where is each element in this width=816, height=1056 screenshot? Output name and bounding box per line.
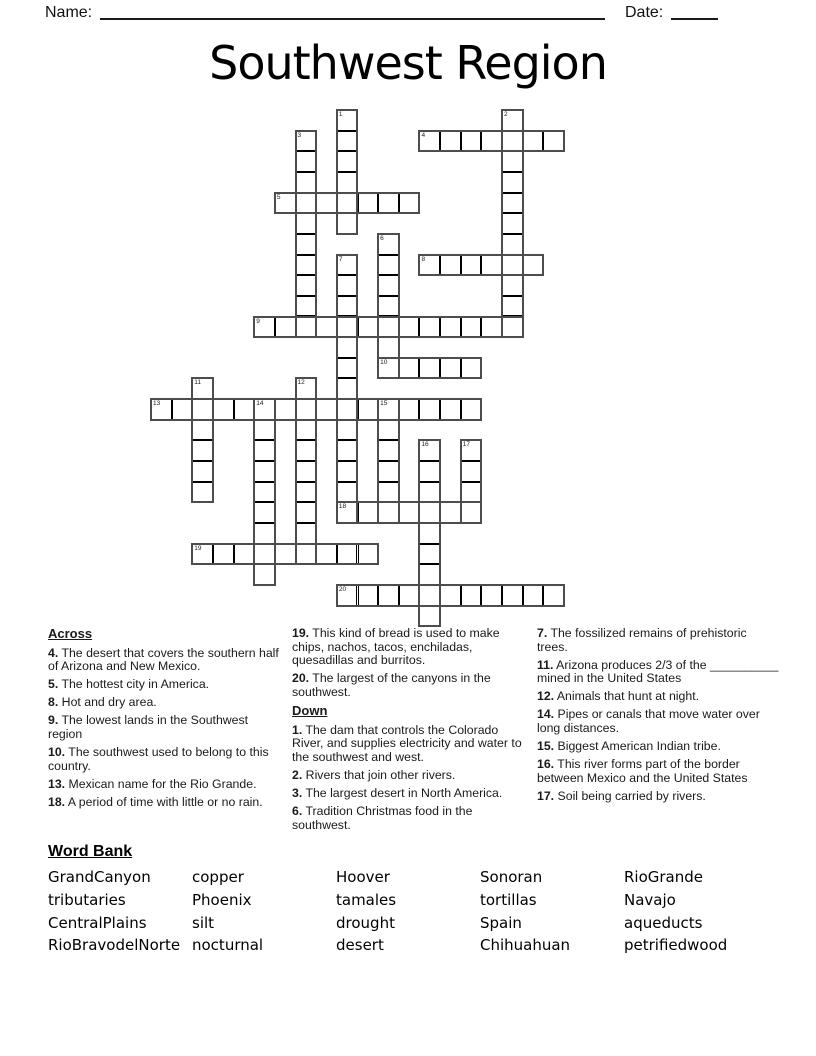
grid-cell[interactable] — [337, 358, 358, 379]
clue-item: 13. Mexican name for the Rio Grande. — [48, 776, 257, 791]
grid-cell[interactable] — [419, 317, 440, 338]
grid-cell[interactable] — [254, 461, 275, 482]
grid-number: 11 — [194, 379, 202, 387]
grid-cell[interactable] — [399, 317, 420, 338]
word-bank-word: Navajo — [624, 890, 676, 909]
grid-cell[interactable] — [378, 234, 399, 255]
grid-number: 2 — [504, 111, 508, 118]
grid-cell[interactable] — [399, 585, 420, 606]
grid-cell[interactable] — [461, 482, 482, 503]
clue-item: 7. The fossilized remains of prehistoric trees. — [537, 626, 747, 654]
grid-cell[interactable] — [481, 131, 502, 152]
grid-number: 9 — [256, 317, 260, 325]
clue-item: 14. Pipes or canals that move water over long distances. — [537, 707, 760, 736]
word-bank-column — [336, 866, 396, 957]
grid-cell[interactable] — [337, 151, 358, 172]
clue-number: 1. — [292, 722, 303, 737]
grid-cell[interactable] — [337, 461, 358, 482]
word-bank-word: copper — [192, 868, 244, 886]
grid-cell[interactable] — [316, 317, 337, 338]
grid-cell[interactable] — [337, 585, 358, 606]
clue-item: 20. The largest of the canyons in the southwest. — [292, 671, 491, 699]
word-bank-word: nocturnal — [192, 936, 264, 955]
grid-cell[interactable] — [213, 544, 234, 565]
grid-cell[interactable] — [296, 151, 317, 172]
clue-number: 3. — [292, 785, 303, 800]
grid-cell[interactable] — [502, 296, 523, 317]
grid-cell[interactable] — [254, 564, 275, 585]
grid-cell[interactable] — [254, 317, 275, 338]
grid-cell[interactable] — [419, 606, 440, 627]
grid-cell[interactable] — [275, 544, 296, 565]
clue-item: 8. Hot and dry area. — [48, 695, 157, 710]
grid-cell[interactable] — [502, 234, 523, 255]
grid-cell[interactable] — [378, 440, 399, 461]
grid-cell[interactable] — [502, 110, 523, 131]
grid-cell[interactable] — [378, 193, 399, 214]
word-bank-word: RioGrande — [624, 868, 704, 886]
clue-item: 16. This river forms part of the border between Mexico and the United States — [537, 757, 748, 785]
clue-number: 10. — [48, 745, 66, 760]
grid-cell[interactable] — [337, 399, 358, 420]
grid-cell[interactable] — [461, 502, 482, 523]
clue-number: 9. — [48, 713, 59, 728]
clue-number: 11. — [537, 657, 554, 672]
clue-number: 12. — [537, 689, 555, 704]
grid-cell[interactable] — [172, 399, 193, 420]
word-bank-column — [624, 866, 727, 957]
grid-cell[interactable] — [192, 482, 213, 503]
grid-cell[interactable] — [419, 399, 440, 420]
grid-cell[interactable] — [399, 502, 420, 523]
clue-number: 15. — [537, 739, 555, 754]
grid-cell[interactable] — [543, 131, 564, 152]
grid-cell[interactable] — [337, 213, 358, 234]
grid-number: 4 — [421, 131, 426, 139]
grid-cell[interactable] — [296, 482, 317, 503]
grid-cell[interactable] — [419, 502, 440, 523]
date-label: Date: — [625, 4, 664, 21]
grid-cell[interactable] — [481, 317, 502, 338]
grid-cell[interactable] — [254, 420, 275, 441]
grid-cell[interactable] — [419, 564, 440, 585]
grid-cell[interactable] — [192, 440, 213, 461]
grid-cell[interactable] — [358, 399, 379, 420]
grid-cell[interactable] — [316, 193, 337, 214]
clue-item: 1. The dam that controls the Colorado River, and supplies electricity and water to the southwest and west. — [292, 722, 522, 764]
grid-cell[interactable] — [358, 502, 379, 523]
grid-number: 15 — [380, 400, 388, 408]
grid-cell[interactable] — [296, 544, 317, 565]
grid-cell[interactable] — [337, 193, 358, 214]
grid-cell[interactable] — [337, 482, 358, 503]
grid-cell[interactable] — [461, 131, 482, 152]
clue-number: 2. — [292, 767, 303, 782]
grid-cell[interactable] — [275, 193, 296, 214]
grid-cell[interactable] — [419, 523, 440, 544]
grid-cell[interactable] — [296, 213, 317, 234]
clue-item: 9. The lowest lands in the Southwest region — [48, 713, 249, 742]
grid-number: 19 — [194, 544, 202, 552]
grid-cell[interactable] — [502, 585, 523, 606]
grid-cell[interactable] — [419, 585, 440, 606]
grid-cell[interactable] — [254, 502, 275, 523]
clue-item: 6. Tradition Christmas food in the southwest. — [292, 804, 473, 832]
grid-number: 7 — [338, 255, 343, 263]
grid-number: 20 — [338, 585, 347, 593]
grid-cell[interactable] — [378, 358, 399, 379]
grid-cell[interactable] — [419, 358, 440, 379]
grid-number: 13 — [153, 400, 161, 408]
grid-number: 18 — [338, 503, 347, 511]
grid-cell[interactable] — [419, 440, 440, 461]
clue-number: 4. — [48, 645, 59, 660]
word-bank-word: tributaries — [48, 890, 126, 909]
clue-item: 12. Animals that hunt at night. — [537, 689, 700, 704]
word-bank-word: aqueducts — [624, 913, 703, 932]
grid-cell[interactable] — [461, 585, 482, 606]
clue-section-header: Across — [48, 626, 93, 641]
grid-cell[interactable] — [254, 544, 275, 565]
word-bank-word: petrifiedwood — [624, 936, 728, 955]
grid-cell[interactable] — [213, 399, 234, 420]
grid-cell[interactable] — [378, 420, 399, 441]
grid-cell[interactable] — [316, 399, 337, 420]
grid-cell[interactable] — [502, 275, 523, 296]
grid-cell[interactable] — [275, 317, 296, 338]
grid-cell[interactable] — [337, 296, 358, 317]
grid-cell[interactable] — [461, 399, 482, 420]
grid-cell[interactable] — [378, 482, 399, 503]
grid-cell[interactable] — [440, 502, 461, 523]
word-bank-word: GrandCanyon — [48, 868, 151, 886]
grid-cell[interactable] — [296, 399, 317, 420]
grid-cell[interactable] — [378, 275, 399, 296]
name-label: Name: — [45, 4, 93, 21]
grid-cell[interactable] — [296, 296, 317, 317]
grid-cell[interactable] — [419, 544, 440, 565]
grid-cell[interactable] — [254, 482, 275, 503]
clue-number: 8. — [48, 695, 59, 710]
grid-cell[interactable] — [502, 131, 523, 152]
clue-column-2 — [292, 627, 532, 837]
word-bank-word: Spain — [480, 913, 522, 932]
grid-cell[interactable] — [337, 110, 358, 131]
clue-item: 3. The largest desert in North America. — [292, 785, 503, 800]
grid-cell[interactable] — [296, 523, 317, 544]
grid-cell[interactable] — [192, 399, 213, 420]
grid-number: 14 — [256, 400, 264, 408]
clue-section-header: Down — [292, 702, 328, 718]
grid-cell[interactable] — [461, 358, 482, 379]
grid-cell[interactable] — [337, 172, 358, 193]
grid-cell[interactable] — [358, 585, 379, 606]
grid-cell[interactable] — [440, 317, 461, 338]
grid-cell[interactable] — [461, 255, 482, 276]
grid-cell[interactable] — [234, 544, 255, 565]
grid-cell[interactable] — [296, 255, 317, 276]
clue-number: 17. — [537, 788, 555, 803]
grid-cell[interactable] — [399, 358, 420, 379]
grid-cell[interactable] — [502, 317, 523, 338]
word-bank-word: tamales — [336, 890, 397, 909]
grid-cell[interactable] — [419, 461, 440, 482]
grid-cell[interactable] — [151, 399, 172, 420]
word-bank-word: tortillas — [480, 890, 537, 909]
grid-cell[interactable] — [440, 255, 461, 276]
grid-cell[interactable] — [378, 296, 399, 317]
grid-cell[interactable] — [337, 502, 358, 523]
grid-number: 16 — [421, 441, 429, 449]
grid-cell[interactable] — [481, 585, 502, 606]
grid-cell[interactable] — [523, 131, 544, 152]
grid-cell[interactable] — [337, 317, 358, 338]
grid-cell[interactable] — [378, 337, 399, 358]
word-bank-word: drought — [336, 913, 395, 932]
grid-number: 1 — [338, 111, 343, 118]
clue-number: 7. — [537, 626, 548, 640]
grid-cell[interactable] — [275, 399, 296, 420]
grid-cell[interactable] — [337, 420, 358, 441]
clue-item: 17. Soil being carried by rivers. — [537, 788, 706, 803]
grid-cell[interactable] — [502, 213, 523, 234]
grid-cell[interactable] — [316, 544, 337, 565]
grid-cell[interactable] — [502, 255, 523, 276]
grid-cell[interactable] — [296, 378, 317, 399]
grid-cell[interactable] — [337, 440, 358, 461]
page-title: Southwest Region — [209, 36, 607, 90]
grid-cell[interactable] — [358, 317, 379, 338]
clue-item: 18. A period of time with little or no rain. — [48, 794, 263, 809]
grid-cell[interactable] — [296, 131, 317, 152]
clue-item: 5. The hottest city in America. — [48, 677, 210, 692]
grid-cell[interactable] — [419, 482, 440, 503]
word-bank-column — [192, 866, 263, 957]
grid-cell[interactable] — [419, 131, 440, 152]
word-bank-word: Sonoran — [480, 868, 543, 886]
grid-cell[interactable] — [192, 544, 213, 565]
grid-cell[interactable] — [337, 378, 358, 399]
grid-cell[interactable] — [234, 399, 255, 420]
word-bank-word: silt — [192, 913, 215, 932]
clue-number: 5. — [48, 677, 59, 692]
grid-cell[interactable] — [358, 193, 379, 214]
grid-number: 5 — [276, 193, 281, 201]
grid-cell[interactable] — [481, 255, 502, 276]
word-bank-word: CentralPlains — [48, 913, 147, 932]
clue-number: 13. — [48, 776, 66, 791]
clue-number: 14. — [537, 707, 555, 722]
grid-cell[interactable] — [399, 193, 420, 214]
word-bank-word: desert — [336, 936, 384, 955]
grid-cell[interactable] — [296, 275, 317, 296]
clue-number: 18. — [48, 794, 66, 809]
grid-cell[interactable] — [337, 255, 358, 276]
grid-number: 8 — [421, 255, 426, 263]
clue-column-3 — [537, 627, 779, 808]
grid-cell[interactable] — [192, 420, 213, 441]
clue-item: 2. Rivers that join other rivers. — [292, 767, 456, 782]
grid-cell[interactable] — [543, 585, 564, 606]
word-bank-word: Phoenix — [192, 890, 252, 909]
grid-cell[interactable] — [440, 131, 461, 152]
grid-cell[interactable] — [296, 172, 317, 193]
clue-item: 4. The desert that covers the southern half of Arizona and New Mexico. — [48, 645, 279, 674]
grid-cell[interactable] — [523, 255, 544, 276]
grid-number: 3 — [297, 131, 302, 139]
grid-cell[interactable] — [296, 502, 317, 523]
grid-cell[interactable] — [378, 399, 399, 420]
grid-cell[interactable] — [337, 337, 358, 358]
grid-cell[interactable] — [192, 378, 213, 399]
clue-number: 20. — [292, 671, 310, 686]
clue-item: 11. Arizona produces 2/3 of the __________ mined in the United States — [537, 657, 779, 686]
grid-cell[interactable] — [378, 461, 399, 482]
grid-cell[interactable] — [337, 131, 358, 152]
grid-cell[interactable] — [378, 317, 399, 338]
grid-cell[interactable] — [502, 172, 523, 193]
grid-cell[interactable] — [461, 317, 482, 338]
grid-number: 10 — [380, 358, 388, 366]
grid-cell[interactable] — [502, 193, 523, 214]
grid-cell[interactable] — [502, 151, 523, 172]
grid-cell[interactable] — [461, 461, 482, 482]
word-bank-word: RioBravodelNorte — [48, 936, 181, 955]
grid-cell[interactable] — [461, 440, 482, 461]
word-bank-column — [480, 866, 570, 957]
grid-cell[interactable] — [337, 544, 358, 565]
word-bank-header: Word Bank — [48, 843, 133, 860]
grid-number: 6 — [380, 234, 384, 242]
grid-cell[interactable] — [440, 585, 461, 606]
grid-cell[interactable] — [296, 440, 317, 461]
word-bank-word: Chihuahuan — [480, 936, 571, 955]
grid-cell[interactable] — [358, 544, 379, 565]
grid-cell[interactable] — [254, 399, 275, 420]
clue-item: 19. This kind of bread is used to make chips, nachos, tacos, enchiladas, quesadillas and burritos. — [292, 626, 500, 668]
grid-cell[interactable] — [378, 585, 399, 606]
clue-number: 6. — [292, 804, 303, 819]
grid-cell[interactable] — [296, 461, 317, 482]
grid-number: 17 — [462, 441, 470, 449]
clue-number: 19. — [292, 626, 310, 640]
word-bank-column — [48, 866, 180, 957]
grid-cell[interactable] — [378, 502, 399, 523]
grid-number: 12 — [297, 379, 305, 387]
grid-cell[interactable] — [399, 399, 420, 420]
clue-column-1 — [48, 627, 285, 814]
grid-cell[interactable] — [296, 317, 317, 338]
grid-cell[interactable] — [254, 523, 275, 544]
clue-item: 15. Biggest American Indian tribe. — [537, 739, 721, 754]
grid-cell[interactable] — [192, 461, 213, 482]
grid-cell[interactable] — [296, 193, 317, 214]
grid-cell[interactable] — [254, 440, 275, 461]
clue-item: 10. The southwest used to belong to this country. — [48, 745, 269, 773]
grid-cell[interactable] — [419, 255, 440, 276]
clue-number: 16. — [537, 757, 555, 772]
grid-cell[interactable] — [523, 585, 544, 606]
grid-cell[interactable] — [440, 399, 461, 420]
word-bank-word: Hoover — [336, 868, 390, 886]
grid-cell[interactable] — [378, 255, 399, 276]
grid-cell[interactable] — [296, 234, 317, 255]
grid-cell[interactable] — [296, 420, 317, 441]
grid-cell[interactable] — [440, 358, 461, 379]
grid-cell[interactable] — [337, 275, 358, 296]
